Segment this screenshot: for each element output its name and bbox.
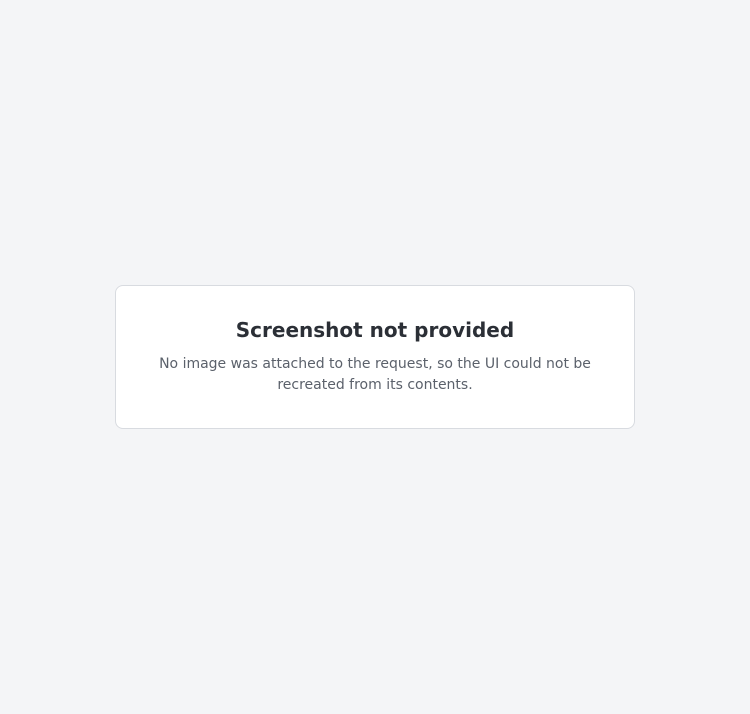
notice-title: Screenshot not provided [235,318,515,342]
notice-card [115,285,635,429]
notice-message: No image was attached to the request, so the UI could not be recreated from its contents. [159,356,591,393]
